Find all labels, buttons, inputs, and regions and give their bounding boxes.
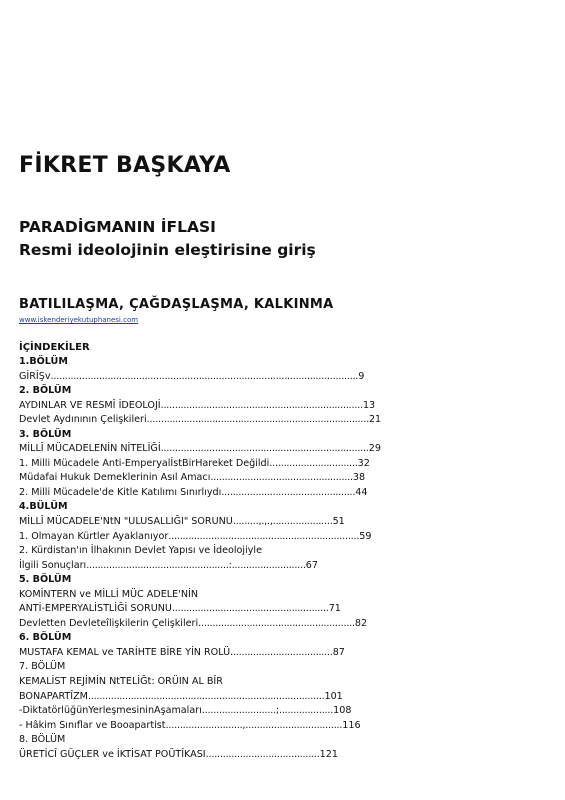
toc-entry[interactable]: [19, 559, 559, 574]
chapter-heading: [19, 355, 559, 370]
toc-entry-title: 2. Kürdistan'ın İlhakının Devlet Yapısı ve İdeolojiyle: [19, 545, 262, 557]
toc-entry-title: 3. BÖLÜM: [19, 428, 72, 440]
toc-entry-title: İlgili Sonuçları: [19, 559, 87, 571]
toc-page-number: 67: [305, 559, 319, 571]
toc-leader-dots: ..........................;...................: [201, 705, 334, 717]
toc-leader-dots: ...................................................................................: [87, 690, 325, 702]
toc-entry-title: 2. BÖLÜM: [19, 385, 72, 397]
toc-entry[interactable]: [19, 704, 559, 719]
toc-entry-title: 2. Milli Mücadele'de Kitle Katılımı Sınırlıydı: [19, 486, 222, 498]
toc-entry-title: KOMİNTERN ve MİLLİ MÜC ADELE'NİN: [19, 588, 199, 600]
toc-page-number: 38: [352, 472, 366, 484]
toc-entry-title: MİLLÎ MÜCADELENİN NİTELİĞİ: [19, 443, 161, 455]
toc-page-number: 71: [328, 603, 341, 615]
toc-line: [19, 660, 559, 675]
toc-page-number: 13: [362, 399, 376, 411]
toc-entry[interactable]: [19, 748, 559, 763]
toc-line: [19, 588, 559, 603]
toc-entry-title: AYDINLAR VE RESMÎ İDEOLOJİ: [19, 399, 161, 411]
toc-leader-dots: ........................................: [205, 748, 320, 760]
toc-page-number: 101: [324, 690, 343, 702]
toc-entry[interactable]: [19, 530, 559, 545]
toc-page-number: 59: [359, 530, 372, 542]
chapter-heading: [19, 573, 559, 588]
toc-entry-title: 4.BÜLÜM: [19, 501, 68, 513]
toc-page-number: 82: [354, 617, 368, 629]
toc-entry-title: 6. BÖLÜM: [19, 632, 72, 644]
toc-leader-dots: .........................................................................: [160, 443, 369, 455]
toc-entry[interactable]: [19, 399, 559, 414]
toc-entry[interactable]: [19, 617, 559, 632]
toc-leader-dots: ..................................................:..........................: [86, 559, 306, 571]
toc-page-number: 108: [333, 705, 352, 717]
toc-leader-dots: ...........................,..................................: [165, 719, 343, 731]
toc-leader-dots: ...................................................................: [168, 530, 360, 542]
toc-leader-dots: ..................................................: [210, 472, 353, 484]
toc-entry-title: Müdafai Hukuk Demeklerinin Asıl Amacı: [19, 472, 211, 484]
website-link[interactable]: www.iskenderiyekutuphanesi.com: [19, 316, 139, 324]
toc-entry-title: BONAPARTÎZM: [19, 690, 88, 702]
toc-page-number: 51: [332, 516, 345, 528]
toc-leader-dots: ............................................................................................................: [50, 370, 359, 382]
toc-line: [19, 544, 559, 559]
toc-leader-dots: .........,.,.,.....................: [232, 516, 333, 528]
toc-entry-title: 7. BÖLÜM: [19, 661, 66, 673]
toc-entry[interactable]: [19, 602, 559, 617]
toc-entry-title: -DiktatörlüğünYerleşmesininAşamaları: [19, 705, 202, 717]
toc-line: [19, 733, 559, 748]
toc-leader-dots: ...............................: [269, 457, 358, 469]
table-of-contents: [19, 355, 559, 762]
toc-entry-title: KEMALİST REJİMİN NtTELİĞt: ORÜIN AL BÎR: [19, 676, 223, 688]
toc-page-number: 44: [355, 486, 368, 498]
toc-leader-dots: .......................................................: [198, 617, 355, 629]
chapter-heading: [19, 500, 559, 515]
toc-entry-title: ANTİ-EMPERYALİSTLİĞİ SORUNU: [19, 603, 172, 615]
toc-entry-title: MUSTAFA KEMAL ve TARİHTE BİRE YİN ROLÜ: [19, 646, 231, 658]
toc-entry-title: Devletten Devleteîlişkilerin Çelişkileri: [19, 617, 199, 629]
toc-page-number: 29: [368, 443, 381, 455]
book-subtitle: Resmi ideolojinin eleştirisine giriş: [19, 241, 316, 259]
toc-entry[interactable]: [19, 646, 559, 661]
toc-entry-title: 1. Milli Mücadele Anti-EmperyalİstBirHareket Değildi: [19, 457, 270, 469]
toc-leader-dots: ..............................................................................: [146, 414, 369, 426]
toc-page-number: 116: [342, 719, 361, 731]
toc-leader-dots: ....................................: [230, 646, 333, 658]
author-name: FİKRET BAŞKAYA: [19, 153, 231, 178]
toc-entry[interactable]: [19, 457, 559, 472]
toc-entry-title: ÜRETİCÎ GÜÇLER ve İKTİSAT POÜTÎKASI: [19, 748, 206, 760]
toc-leader-dots: .......................................................: [171, 603, 329, 615]
toc-entry-title: - Hâkim Sınıflar ve Booapartist: [19, 719, 166, 731]
toc-page-number: 9: [358, 370, 365, 382]
toc-leader-dots: .......................................................................: [160, 399, 363, 411]
toc-entry[interactable]: [19, 442, 559, 457]
series-title: BATILILAŞMA, ÇAĞDAŞLAŞMA, KALKINMA: [19, 297, 334, 312]
toc-entry-title: Devlet Aydınının Çelişkileri: [19, 414, 147, 426]
chapter-heading: [19, 384, 559, 399]
chapter-heading: [19, 631, 559, 646]
toc-entry[interactable]: [19, 690, 559, 705]
toc-leader-dots: ...............................................: [221, 486, 356, 498]
toc-entry-title: GİRİŞv: [19, 370, 51, 382]
toc-entry-title: MİLLÎ MÜCADELE'NtN "ULUSALLIĞI" SORUNU: [19, 516, 233, 528]
toc-page-number: 87: [332, 646, 345, 658]
toc-entry-title: 1. Olmayan Kürtler Ayaklanıyor: [19, 530, 169, 542]
toc-page-number: 121: [319, 748, 338, 760]
chapter-heading: [19, 428, 559, 443]
toc-page-number: 32: [357, 457, 370, 469]
toc-entry[interactable]: [19, 370, 559, 385]
toc-heading: İÇİNDEKİLER: [19, 342, 90, 353]
toc-page-number: 21: [368, 414, 382, 426]
toc-entry-title: 8. BÖLÜM: [19, 734, 66, 746]
toc-entry[interactable]: [19, 719, 559, 734]
book-title: PARADİGMANIN İFLASI: [19, 218, 216, 236]
toc-entry-title: 1.BÖLÜM: [19, 356, 68, 367]
toc-line: [19, 675, 559, 690]
toc-entry-title: 5. BÖLÜM: [19, 574, 72, 586]
toc-entry[interactable]: [19, 471, 559, 486]
toc-entry[interactable]: [19, 515, 559, 530]
toc-entry[interactable]: [19, 486, 559, 501]
toc-entry[interactable]: [19, 413, 559, 428]
